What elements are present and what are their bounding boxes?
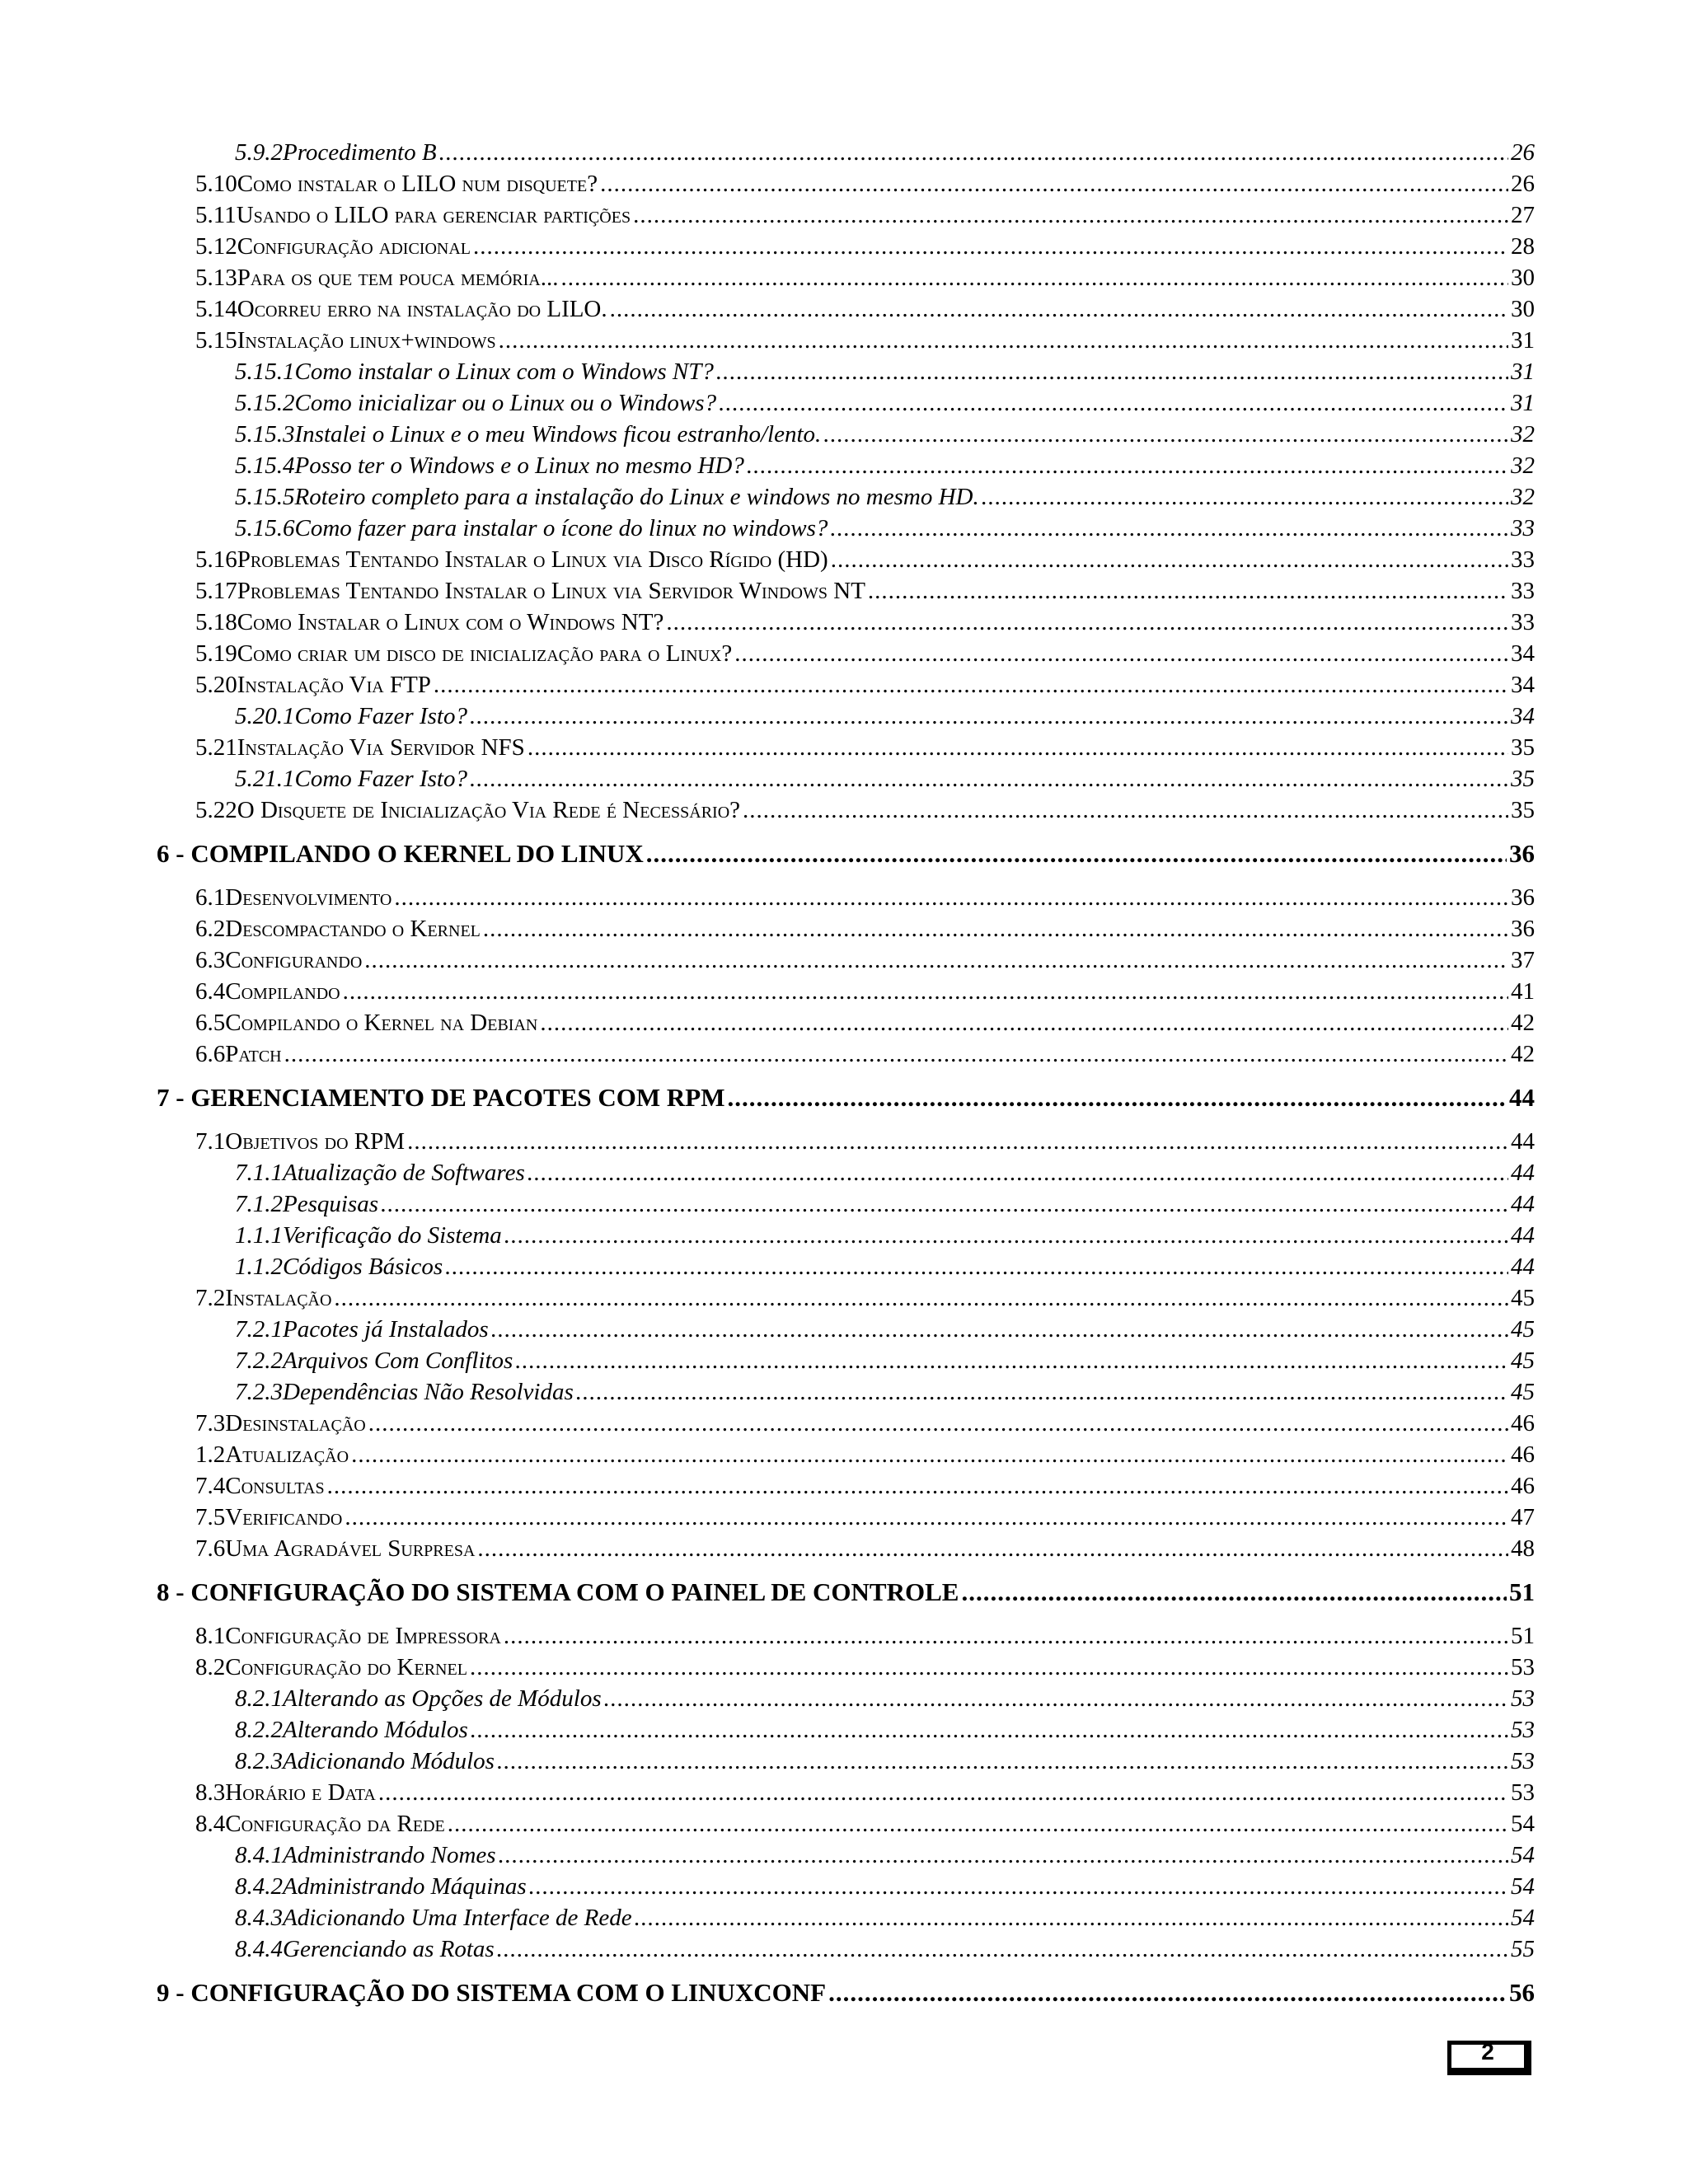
toc-entry[interactable] xyxy=(195,1533,1535,1564)
toc-entry-title: Configuração adicional xyxy=(237,233,471,260)
dot-leader xyxy=(381,1188,1508,1220)
toc-entry[interactable] xyxy=(195,607,1535,638)
toc-entry-page: 30 xyxy=(1511,265,1535,291)
dot-leader xyxy=(823,419,1508,450)
toc-entry-title: Atualização xyxy=(225,1441,349,1468)
toc-entry[interactable] xyxy=(195,638,1535,669)
toc-entry-number: 8.4.3 xyxy=(235,1905,283,1931)
toc-entry-number: 7.2.3 xyxy=(235,1379,283,1405)
dot-leader xyxy=(830,513,1508,544)
toc-entry[interactable] xyxy=(235,1871,1535,1902)
toc-entry-number: 5.22 xyxy=(195,797,237,823)
dot-leader xyxy=(499,1840,1508,1871)
toc-entry-title: Como Instalar o Linux com o Windows NT? xyxy=(237,609,664,635)
dot-leader xyxy=(560,262,1508,293)
toc-entry-title: Pacotes já Instalados xyxy=(283,1316,489,1343)
toc-entry-page: 51 xyxy=(1509,1577,1535,1606)
toc-entry-number: 7.6 xyxy=(195,1535,226,1562)
table-of-contents xyxy=(0,137,1688,2021)
toc-entry-number: 5.18 xyxy=(195,609,237,635)
dot-leader xyxy=(351,1439,1508,1470)
dot-leader xyxy=(368,1408,1508,1439)
toc-entry-page: 26 xyxy=(1511,139,1535,166)
dot-leader xyxy=(473,231,1508,262)
dot-leader xyxy=(982,481,1508,513)
toc-entry-title: Compilando xyxy=(225,978,340,1005)
toc-entry[interactable] xyxy=(195,1038,1535,1070)
toc-entry[interactable] xyxy=(235,356,1535,387)
toc-entry-number: 1.1.1 xyxy=(235,1222,283,1249)
toc-entry-title: Problemas Tentando Instalar o Linux via Disco Rígido (HD) xyxy=(237,546,828,573)
toc-entry-number: 7.3 xyxy=(195,1410,226,1436)
dot-leader xyxy=(378,1777,1508,1808)
dot-leader xyxy=(345,1502,1508,1533)
toc-entry-number: 6.4 xyxy=(195,978,226,1005)
toc-entry-page: 54 xyxy=(1511,1905,1535,1931)
dot-leader xyxy=(504,1220,1508,1251)
toc-chapter-entry[interactable] xyxy=(157,1078,1535,1118)
toc-entry-number: 1.2 xyxy=(195,1441,226,1468)
dot-leader xyxy=(604,1683,1508,1714)
toc-entry-number: 5.15 xyxy=(195,327,237,354)
toc-entry-title: Para os que tem pouca memória... xyxy=(237,265,559,291)
toc-entry-page: 35 xyxy=(1511,766,1535,792)
toc-entry-page: 55 xyxy=(1511,1936,1535,1962)
dot-leader xyxy=(529,1871,1508,1902)
dot-leader xyxy=(407,1126,1508,1157)
toc-entry[interactable] xyxy=(195,1007,1535,1038)
toc-entry[interactable] xyxy=(195,325,1535,356)
dot-leader xyxy=(343,976,1508,1007)
dot-leader xyxy=(610,293,1508,325)
toc-entry[interactable] xyxy=(195,794,1535,826)
toc-entry-page: 44 xyxy=(1511,1222,1535,1249)
dot-leader xyxy=(334,1282,1508,1314)
toc-entry-number: 8.3 xyxy=(195,1779,226,1806)
toc-entry[interactable] xyxy=(195,1777,1535,1808)
toc-entry-page: 46 xyxy=(1511,1441,1535,1468)
toc-entry-page: 53 xyxy=(1511,1717,1535,1743)
dot-leader xyxy=(504,1620,1508,1652)
toc-entry-page: 34 xyxy=(1511,703,1535,729)
toc-entry-page: 47 xyxy=(1511,1504,1535,1530)
toc-entry-title: Adicionando Módulos xyxy=(283,1748,495,1774)
dot-leader xyxy=(666,607,1508,638)
toc-entry-number: 5.15.2 xyxy=(235,390,295,416)
toc-entry-page: 44 xyxy=(1509,1083,1535,1112)
toc-entry-page: 53 xyxy=(1511,1654,1535,1680)
toc-entry-title: 6 - COMPILANDO O KERNEL DO LINUX xyxy=(157,839,644,868)
toc-entry-number: 7.1 xyxy=(195,1128,226,1155)
toc-entry[interactable] xyxy=(235,137,1535,168)
toc-entry-title: 7 - GERENCIAMENTO DE PACOTES COM RPM xyxy=(157,1083,725,1112)
toc-entry-page: 28 xyxy=(1511,233,1535,260)
toc-entry-title: 8 - CONFIGURAÇÃO DO SISTEMA COM O PAINEL DE CONTROLE xyxy=(157,1577,959,1606)
toc-entry[interactable] xyxy=(235,1345,1535,1376)
toc-entry-page: 53 xyxy=(1511,1685,1535,1712)
toc-entry-number: 8.4.4 xyxy=(235,1936,283,1962)
toc-entry-number: 7.1.2 xyxy=(235,1191,283,1217)
toc-entry[interactable] xyxy=(195,1652,1535,1683)
toc-entry-title: Administrando Máquinas xyxy=(283,1873,527,1900)
toc-entry-title: O Disquete de Inicialização Via Rede é Necessário? xyxy=(237,797,741,823)
dot-leader xyxy=(635,1902,1508,1933)
toc-entry-number: 5.9.2 xyxy=(235,139,283,166)
toc-entry[interactable] xyxy=(235,1220,1535,1251)
toc-entry-title: Descompactando o Kernel xyxy=(225,916,481,942)
dot-leader xyxy=(528,732,1508,763)
dot-leader xyxy=(828,1973,1507,2013)
toc-entry[interactable] xyxy=(235,450,1535,481)
toc-entry-title: Como criar um disco de inicialização para o Linux? xyxy=(237,640,733,667)
toc-entry[interactable] xyxy=(235,1314,1535,1345)
dot-leader xyxy=(439,137,1508,168)
toc-entry-page: 53 xyxy=(1511,1779,1535,1806)
dot-leader xyxy=(646,834,1507,874)
toc-entry-page: 36 xyxy=(1511,916,1535,942)
toc-entry-page: 26 xyxy=(1511,171,1535,197)
dot-leader xyxy=(600,168,1508,199)
toc-entry[interactable] xyxy=(235,1714,1535,1746)
toc-entry-title: Códigos Básicos xyxy=(283,1254,443,1280)
toc-entry-number: 5.17 xyxy=(195,578,237,604)
toc-entry-number: 5.15.3 xyxy=(235,421,295,448)
toc-entry-page: 44 xyxy=(1511,1191,1535,1217)
toc-entry-title: Gerenciando as Rotas xyxy=(283,1936,495,1962)
toc-entry-title: Uma Agradável Surpresa xyxy=(225,1535,476,1562)
dot-leader xyxy=(743,794,1508,826)
toc-entry-title: Como instalar o LILO num disquete? xyxy=(237,171,598,197)
toc-entry-page: 45 xyxy=(1511,1316,1535,1343)
dot-leader xyxy=(499,325,1508,356)
toc-entry-page: 30 xyxy=(1511,296,1535,322)
toc-entry-title: Horário e Data xyxy=(225,1779,376,1806)
toc-entry-title: Instalação xyxy=(225,1285,332,1311)
toc-entry-page: 42 xyxy=(1511,1041,1535,1067)
toc-entry-number: 5.19 xyxy=(195,640,237,667)
toc-entry[interactable] xyxy=(195,1620,1535,1652)
toc-entry-number: 8.4.2 xyxy=(235,1873,283,1900)
toc-entry-page: 31 xyxy=(1511,359,1535,385)
toc-entry[interactable] xyxy=(195,1439,1535,1470)
toc-entry-number: 8.2.2 xyxy=(235,1717,283,1743)
dot-leader xyxy=(734,638,1508,669)
dot-leader xyxy=(477,1533,1508,1564)
toc-entry[interactable] xyxy=(195,944,1535,976)
toc-entry-title: Objetivos do RPM xyxy=(225,1128,406,1155)
toc-entry-page: 34 xyxy=(1511,672,1535,698)
toc-entry[interactable] xyxy=(195,913,1535,944)
dot-leader xyxy=(540,1007,1508,1038)
toc-entry-page: 45 xyxy=(1511,1285,1535,1311)
toc-entry-title: Atualização de Softwares xyxy=(283,1160,525,1186)
toc-entry-title: Verificação do Sistema xyxy=(283,1222,502,1249)
toc-entry-page: 56 xyxy=(1509,1978,1535,2007)
toc-entry[interactable] xyxy=(235,1683,1535,1714)
toc-entry-number: 5.15.4 xyxy=(235,452,295,479)
dot-leader xyxy=(470,763,1508,794)
toc-entry-number: 7.2.2 xyxy=(235,1347,283,1374)
toc-entry[interactable] xyxy=(195,976,1535,1007)
toc-entry-number: 5.20.1 xyxy=(235,703,295,729)
toc-entry-number: 1.1.2 xyxy=(235,1254,283,1280)
toc-entry-page: 44 xyxy=(1511,1254,1535,1280)
dot-leader xyxy=(716,356,1508,387)
toc-entry-number: 6.3 xyxy=(195,947,226,973)
toc-entry-number: 5.15.1 xyxy=(235,359,295,385)
dot-leader xyxy=(961,1572,1507,1612)
toc-entry-title: Administrando Nomes xyxy=(283,1842,496,1868)
toc-entry-number: 7.2 xyxy=(195,1285,226,1311)
toc-entry-page: 54 xyxy=(1511,1842,1535,1868)
toc-entry[interactable] xyxy=(235,1840,1535,1871)
toc-entry[interactable] xyxy=(235,1376,1535,1408)
toc-entry-title: Posso ter o Windows e o Linux no mesmo HD? xyxy=(294,452,744,479)
dot-leader xyxy=(528,1157,1508,1188)
toc-entry[interactable] xyxy=(195,1282,1535,1314)
toc-entry-title: Pesquisas xyxy=(283,1191,378,1217)
toc-entry-title: Ocorreu erro na instalação do LILO. xyxy=(237,296,607,322)
toc-entry-title: Configuração do Kernel xyxy=(225,1654,467,1680)
toc-entry-title: Dependências Não Resolvidas xyxy=(283,1379,574,1405)
toc-entry-title: Desinstalação xyxy=(225,1410,366,1436)
toc-entry-page: 36 xyxy=(1509,839,1535,868)
toc-entry-number: 8.2.1 xyxy=(235,1685,283,1712)
toc-entry-number: 5.14 xyxy=(195,296,237,322)
toc-entry[interactable] xyxy=(235,1902,1535,1933)
toc-entry-page: 35 xyxy=(1511,734,1535,761)
toc-entry-title: Configuração de Impressora xyxy=(225,1623,501,1649)
page-number-badge: 2 xyxy=(1447,2041,1531,2075)
dot-leader xyxy=(515,1345,1508,1376)
toc-entry-number: 7.2.1 xyxy=(235,1316,283,1343)
toc-entry-page: 48 xyxy=(1511,1535,1535,1562)
toc-entry[interactable] xyxy=(195,1408,1535,1439)
toc-entry-page: 53 xyxy=(1511,1748,1535,1774)
dot-leader xyxy=(471,1714,1508,1746)
dot-leader xyxy=(364,944,1508,976)
toc-entry[interactable] xyxy=(195,732,1535,763)
toc-entry-number: 5.15.6 xyxy=(235,515,295,541)
toc-entry-page: 44 xyxy=(1511,1128,1535,1155)
toc-entry-title: Como inicializar ou o Linux ou o Windows? xyxy=(294,390,717,416)
toc-entry[interactable] xyxy=(235,513,1535,544)
toc-entry-number: 5.15.5 xyxy=(235,484,295,510)
toc-entry-number: 5.13 xyxy=(195,265,237,291)
toc-entry-title: Procedimento B xyxy=(283,139,437,166)
dot-leader xyxy=(483,913,1508,944)
toc-entry[interactable] xyxy=(195,262,1535,293)
toc-entry-page: 46 xyxy=(1511,1473,1535,1499)
toc-entry-number: 7.1.1 xyxy=(235,1160,283,1186)
toc-entry-page: 51 xyxy=(1511,1623,1535,1649)
dot-leader xyxy=(470,701,1508,732)
toc-entry[interactable] xyxy=(235,763,1535,794)
toc-entry-number: 6.2 xyxy=(195,916,226,942)
toc-entry-number: 8.2 xyxy=(195,1654,226,1680)
toc-entry-number: 7.4 xyxy=(195,1473,226,1499)
dot-leader xyxy=(491,1314,1508,1345)
dot-leader xyxy=(448,1808,1508,1840)
toc-entry[interactable] xyxy=(195,168,1535,199)
toc-entry-number: 8.2.3 xyxy=(235,1748,283,1774)
toc-entry[interactable] xyxy=(235,387,1535,419)
toc-entry-title: Configuração da Rede xyxy=(225,1811,445,1837)
toc-chapter-entry[interactable] xyxy=(157,1572,1535,1612)
toc-entry-title: Compilando o Kernel na Debian xyxy=(225,1010,538,1036)
toc-entry-title: Roteiro completo para a instalação do Linux e windows no mesmo HD. xyxy=(294,484,979,510)
toc-entry-title: Patch xyxy=(225,1041,282,1067)
toc-entry-title: Problemas Tentando Instalar o Linux via Servidor Windows NT xyxy=(237,578,865,604)
dot-leader xyxy=(633,199,1508,231)
dot-leader xyxy=(394,882,1508,913)
toc-entry-title: Instalação linux+windows xyxy=(237,327,496,354)
toc-entry-number: 8.1 xyxy=(195,1623,226,1649)
toc-entry-title: Adicionando Uma Interface de Rede xyxy=(283,1905,632,1931)
dot-leader xyxy=(284,1038,1508,1070)
toc-entry[interactable] xyxy=(195,1470,1535,1502)
toc-entry-page: 33 xyxy=(1511,515,1535,541)
toc-entry-number: 5.16 xyxy=(195,546,237,573)
toc-entry[interactable] xyxy=(235,1188,1535,1220)
toc-entry-page: 27 xyxy=(1511,202,1535,228)
toc-entry-page: 41 xyxy=(1511,978,1535,1005)
toc-entry-page: 33 xyxy=(1511,546,1535,573)
toc-entry-number: 6.1 xyxy=(195,884,226,911)
toc-entry-number: 5.12 xyxy=(195,233,237,260)
toc-entry[interactable] xyxy=(195,199,1535,231)
dot-leader xyxy=(497,1933,1508,1965)
dot-leader xyxy=(470,1652,1508,1683)
toc-entry[interactable] xyxy=(195,231,1535,262)
dot-leader xyxy=(719,387,1508,419)
toc-entry-title: Como fazer para instalar o ícone do linux no windows? xyxy=(294,515,828,541)
toc-entry-page: 45 xyxy=(1511,1379,1535,1405)
dot-leader xyxy=(576,1376,1508,1408)
toc-entry[interactable] xyxy=(235,1933,1535,1965)
toc-entry[interactable] xyxy=(195,669,1535,701)
toc-entry-number: 5.20 xyxy=(195,672,237,698)
toc-entry-number: 8.4 xyxy=(195,1811,226,1837)
toc-entry-page: 33 xyxy=(1511,609,1535,635)
toc-entry-page: 37 xyxy=(1511,947,1535,973)
toc-entry[interactable] xyxy=(235,701,1535,732)
toc-entry-number: 8.4.1 xyxy=(235,1842,283,1868)
toc-entry-number: 5.21.1 xyxy=(235,766,295,792)
toc-entry-page: 54 xyxy=(1511,1873,1535,1900)
toc-entry[interactable] xyxy=(195,575,1535,607)
toc-entry-page: 32 xyxy=(1511,421,1535,448)
dot-leader xyxy=(747,450,1508,481)
toc-entry[interactable] xyxy=(195,1126,1535,1157)
toc-entry-page: 33 xyxy=(1511,578,1535,604)
toc-entry-title: Alterando Módulos xyxy=(283,1717,468,1743)
toc-entry-title: 9 - CONFIGURAÇÃO DO SISTEMA COM O LINUXCONF xyxy=(157,1978,827,2007)
toc-entry-page: 31 xyxy=(1511,327,1535,354)
toc-entry-number: 7.5 xyxy=(195,1504,226,1530)
toc-entry[interactable] xyxy=(235,1251,1535,1282)
toc-entry-title: Instalação Via FTP xyxy=(237,672,431,698)
toc-entry-title: Verificando xyxy=(225,1504,343,1530)
dot-leader xyxy=(727,1078,1507,1118)
toc-entry-page: 45 xyxy=(1511,1347,1535,1374)
toc-entry-page: 35 xyxy=(1511,797,1535,823)
toc-entry-number: 5.10 xyxy=(195,171,237,197)
toc-entry[interactable] xyxy=(235,1157,1535,1188)
toc-entry-title: Como Fazer Isto? xyxy=(294,703,467,729)
toc-entry-title: Arquivos Com Conflitos xyxy=(283,1347,513,1374)
toc-entry-title: Instalei o Linux e o meu Windows ficou estranho/lento. xyxy=(294,421,822,448)
toc-entry-title: Alterando as Opções de Módulos xyxy=(283,1685,602,1712)
dot-leader xyxy=(434,669,1508,701)
toc-entry-title: Usando o LILO para gerenciar partições xyxy=(236,202,631,228)
toc-entry-page: 46 xyxy=(1511,1410,1535,1436)
toc-entry-page: 32 xyxy=(1511,452,1535,479)
toc-entry-page: 36 xyxy=(1511,884,1535,911)
toc-entry-page: 31 xyxy=(1511,390,1535,416)
dot-leader xyxy=(445,1251,1508,1282)
toc-entry[interactable] xyxy=(195,882,1535,913)
toc-entry-number: 6.6 xyxy=(195,1041,226,1067)
toc-entry-page: 42 xyxy=(1511,1010,1535,1036)
toc-entry-number: 5.11 xyxy=(195,202,237,228)
toc-entry-number: 5.21 xyxy=(195,734,237,761)
toc-entry[interactable] xyxy=(235,481,1535,513)
toc-entry[interactable] xyxy=(235,419,1535,450)
toc-chapter-entry[interactable] xyxy=(157,1973,1535,2013)
toc-entry-title: Como Fazer Isto? xyxy=(294,766,467,792)
dot-leader xyxy=(831,544,1508,575)
dot-leader xyxy=(497,1746,1508,1777)
toc-entry-page: 34 xyxy=(1511,640,1535,667)
toc-entry[interactable] xyxy=(195,293,1535,325)
toc-entry[interactable] xyxy=(195,1808,1535,1840)
toc-entry-title: Consultas xyxy=(225,1473,325,1499)
toc-entry-title: Configurando xyxy=(225,947,363,973)
dot-leader xyxy=(868,575,1508,607)
toc-entry-title: Desenvolvimento xyxy=(225,884,392,911)
dot-leader xyxy=(327,1470,1508,1502)
toc-entry-page: 44 xyxy=(1511,1160,1535,1186)
toc-entry[interactable] xyxy=(195,1502,1535,1533)
toc-entry[interactable] xyxy=(195,544,1535,575)
toc-entry-title: Instalação Via Servidor NFS xyxy=(237,734,525,761)
toc-entry-number: 6.5 xyxy=(195,1010,226,1036)
toc-entry-page: 32 xyxy=(1511,484,1535,510)
toc-chapter-entry[interactable] xyxy=(157,834,1535,874)
toc-entry-title: Como instalar o Linux com o Windows NT? xyxy=(294,359,714,385)
toc-entry-page: 54 xyxy=(1511,1811,1535,1837)
toc-entry[interactable] xyxy=(235,1746,1535,1777)
